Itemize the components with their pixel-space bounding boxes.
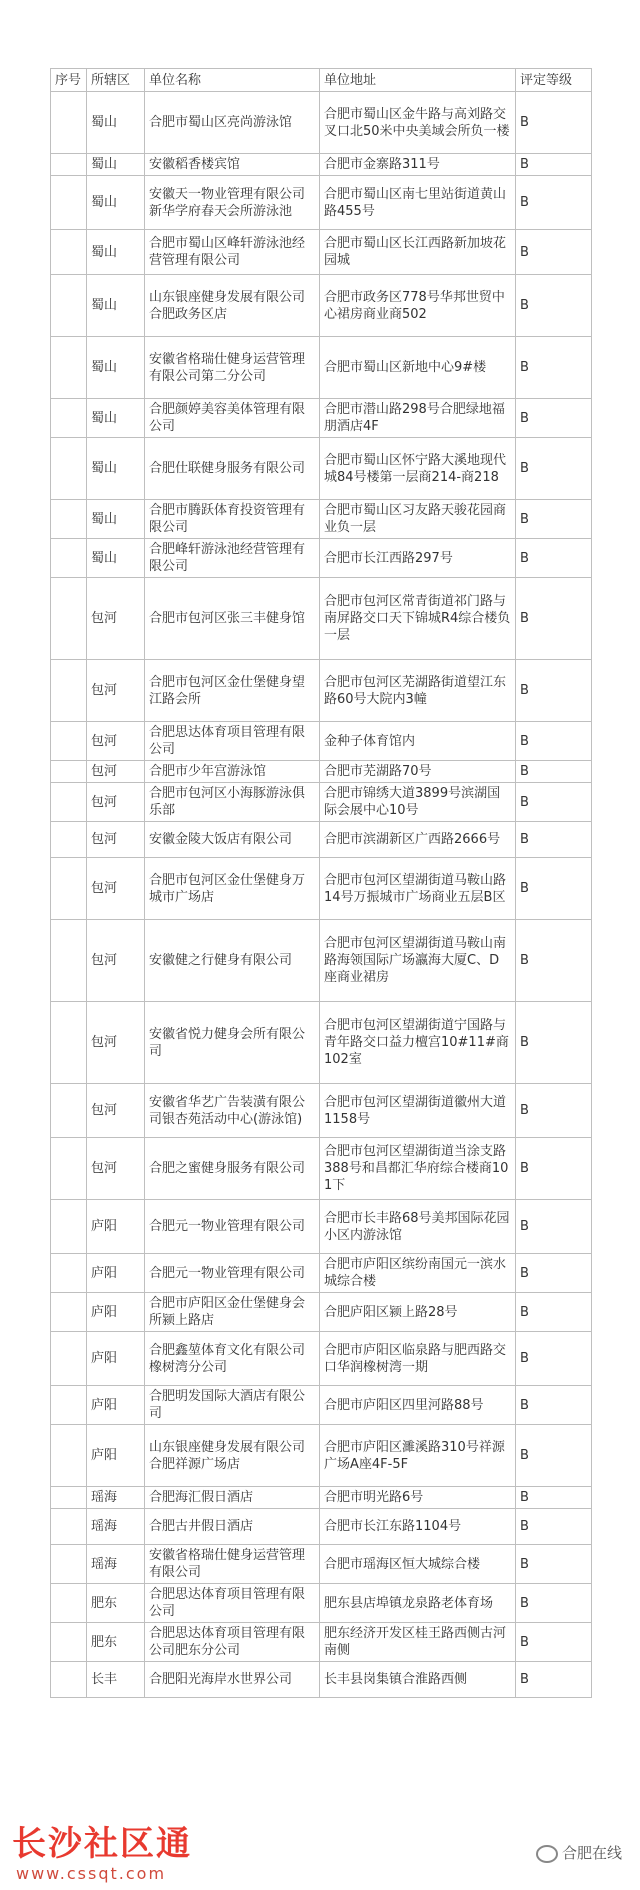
cell-unit-address: 长丰县岗集镇合淮路西侧 [320,1662,516,1698]
cell-unit-address: 合肥市庐阳区四里河路88号 [320,1386,516,1425]
cell-rating: B [516,1425,592,1487]
table-row [51,539,592,578]
table-row [51,1584,592,1623]
cell-rating: B [516,399,592,438]
cell-unit-name: 安徽省格瑞仕健身运营管理有限公司第二分公司 [145,337,320,399]
cell-unit-address: 金种子体育馆内 [320,722,516,761]
cell-unit-name: 合肥市少年宫游泳馆 [145,761,320,783]
wechat-icon [536,1845,558,1863]
cell-unit-address: 合肥市蜀山区习友路天骏花园商业负一层 [320,500,516,539]
table-row [51,1293,592,1332]
cell-index [51,1487,87,1509]
cell-index [51,858,87,920]
watermark [12,1824,192,1883]
cell-index [51,1138,87,1200]
cell-rating: B [516,500,592,539]
cell-unit-name: 合肥海汇假日酒店 [145,1487,320,1509]
rating-table [50,68,592,1698]
cell-index [51,761,87,783]
cell-district: 蜀山 [87,500,145,539]
table-row [51,154,592,176]
header-index: 序号 [51,69,87,92]
cell-index [51,399,87,438]
cell-index [51,176,87,230]
cell-unit-address: 合肥市长丰路68号美邦国际花园小区内游泳馆 [320,1200,516,1254]
cell-unit-name: 合肥市腾跃体育投资管理有限公司 [145,500,320,539]
cell-unit-name: 安徽金陵大饭店有限公司 [145,822,320,858]
cell-unit-name: 合肥之蜜健身服务有限公司 [145,1138,320,1200]
cell-unit-name: 合肥市包河区金仕堡健身望江路会所 [145,660,320,722]
table-row [51,1425,592,1487]
cell-rating: B [516,1138,592,1200]
cell-rating: B [516,230,592,275]
cell-rating: B [516,722,592,761]
cell-index [51,539,87,578]
cell-district: 包河 [87,578,145,660]
cell-unit-address: 合肥市长江西路297号 [320,539,516,578]
cell-unit-address: 合肥市芜湖路70号 [320,761,516,783]
table-header-row [51,69,592,92]
cell-unit-address: 合肥庐阳区颍上路28号 [320,1293,516,1332]
cell-district: 蜀山 [87,275,145,337]
table-row [51,660,592,722]
cell-unit-address: 合肥市包河区芜湖路街道望江东路60号大院内3幢 [320,660,516,722]
watermark-title: 长沙社区通 [12,1824,192,1864]
cell-unit-address: 合肥市蜀山区金牛路与高刘路交叉口北50米中央美域会所负一楼 [320,92,516,154]
cell-district: 蜀山 [87,92,145,154]
cell-unit-name: 合肥市包河区小海豚游泳俱乐部 [145,783,320,822]
cell-index [51,578,87,660]
cell-rating: B [516,1254,592,1293]
cell-unit-address: 肥东经济开发区桂王路西侧古河南侧 [320,1623,516,1662]
cell-district: 瑶海 [87,1509,145,1545]
cell-district: 包河 [87,822,145,858]
table-row [51,822,592,858]
cell-rating: B [516,1545,592,1584]
cell-unit-name: 山东银座健身发展有限公司合肥政务区店 [145,275,320,337]
cell-rating: B [516,1084,592,1138]
cell-unit-address: 合肥市锦绣大道3899号滨湖国际会展中心10号 [320,783,516,822]
cell-district: 肥东 [87,1623,145,1662]
cell-index [51,783,87,822]
cell-unit-name: 合肥颜婷美容美体管理有限公司 [145,399,320,438]
cell-unit-address: 合肥市庐阳区缤纷南国元一滨水城综合楼 [320,1254,516,1293]
cell-index [51,1584,87,1623]
table-row [51,783,592,822]
cell-rating: B [516,920,592,1002]
cell-unit-address: 合肥市瑶海区恒大城综合楼 [320,1545,516,1584]
cell-district: 包河 [87,1138,145,1200]
cell-unit-name: 合肥市蜀山区峰轩游泳池经营管理有限公司 [145,230,320,275]
cell-unit-name: 合肥市蜀山区亮尚游泳馆 [145,92,320,154]
table-row [51,500,592,539]
cell-rating: B [516,783,592,822]
cell-unit-name: 合肥思达体育项目管理有限公司 [145,1584,320,1623]
cell-rating: B [516,660,592,722]
cell-district: 包河 [87,660,145,722]
cell-unit-name: 合肥阳光海岸水世界公司 [145,1662,320,1698]
table-row [51,722,592,761]
table-row [51,438,592,500]
cell-district: 蜀山 [87,438,145,500]
cell-district: 长丰 [87,1662,145,1698]
cell-unit-name: 安徽省悦力健身会所有限公司 [145,1002,320,1084]
table-body [51,92,592,1698]
cell-rating: B [516,1662,592,1698]
cell-index [51,920,87,1002]
table-row [51,920,592,1002]
cell-unit-name: 安徽健之行健身有限公司 [145,920,320,1002]
cell-district: 瑶海 [87,1545,145,1584]
cell-unit-address: 合肥市滨湖新区广西路2666号 [320,822,516,858]
table-row [51,578,592,660]
cell-index [51,1200,87,1254]
cell-unit-name: 安徽稻香楼宾馆 [145,154,320,176]
cell-unit-address: 合肥市包河区望湖街道宁国路与青年路交口益力檀宫10#11#商102室 [320,1002,516,1084]
cell-rating: B [516,438,592,500]
cell-index [51,1254,87,1293]
cell-unit-name: 山东银座健身发展有限公司合肥祥源广场店 [145,1425,320,1487]
watermark-url: www.cssqt.com [16,1864,167,1883]
cell-unit-address: 合肥市包河区望湖街道马鞍山南路海领国际广场瀛海大厦C、D座商业裙房 [320,920,516,1002]
cell-unit-name: 合肥元一物业管理有限公司 [145,1200,320,1254]
cell-unit-address: 合肥市明光路6号 [320,1487,516,1509]
table-row [51,337,592,399]
cell-rating: B [516,761,592,783]
table-row [51,858,592,920]
cell-district: 蜀山 [87,154,145,176]
table-row [51,1002,592,1084]
cell-index [51,92,87,154]
table-row [51,1623,592,1662]
cell-rating: B [516,1386,592,1425]
cell-district: 蜀山 [87,230,145,275]
cell-rating: B [516,1293,592,1332]
cell-rating: B [516,275,592,337]
cell-unit-name: 安徽省华艺广告装潢有限公司银杏苑活动中心(游泳馆) [145,1084,320,1138]
cell-district: 包河 [87,761,145,783]
cell-unit-address: 合肥市包河区常青街道祁门路与南屏路交口天下锦城R4综合楼负一层 [320,578,516,660]
cell-rating: B [516,539,592,578]
header-unit-name: 单位名称 [145,69,320,92]
header-unit-address: 单位地址 [320,69,516,92]
cell-index [51,154,87,176]
cell-district: 蜀山 [87,539,145,578]
cell-unit-name: 合肥古井假日酒店 [145,1509,320,1545]
cell-district: 蜀山 [87,176,145,230]
cell-unit-name: 安徽省格瑞仕健身运营管理有限公司 [145,1545,320,1584]
cell-unit-name: 合肥明发国际大酒店有限公司 [145,1386,320,1425]
cell-unit-name: 安徽天一物业管理有限公司新华学府春天会所游泳池 [145,176,320,230]
cell-unit-name: 合肥市包河区张三丰健身馆 [145,578,320,660]
cell-unit-name: 合肥元一物业管理有限公司 [145,1254,320,1293]
wechat-account-name: 合肥在线 [561,1844,622,1862]
cell-index [51,337,87,399]
cell-index [51,438,87,500]
cell-district: 庐阳 [87,1200,145,1254]
cell-rating: B [516,337,592,399]
cell-rating: B [516,176,592,230]
cell-rating: B [516,822,592,858]
cell-unit-address: 合肥市潜山路298号合肥绿地福朋酒店4F [320,399,516,438]
cell-rating: B [516,1332,592,1386]
cell-index [51,1662,87,1698]
cell-rating: B [516,858,592,920]
table-row [51,1487,592,1509]
cell-rating: B [516,1002,592,1084]
cell-index [51,722,87,761]
cell-district: 肥东 [87,1584,145,1623]
cell-rating: B [516,92,592,154]
cell-rating: B [516,1623,592,1662]
cell-unit-address: 合肥市蜀山区南七里站街道黄山路455号 [320,176,516,230]
cell-index [51,275,87,337]
cell-district: 庐阳 [87,1254,145,1293]
cell-index [51,1425,87,1487]
cell-district: 包河 [87,1084,145,1138]
cell-index [51,660,87,722]
cell-district: 瑶海 [87,1487,145,1509]
cell-district: 庐阳 [87,1293,145,1332]
cell-unit-address: 合肥市包河区望湖街道马鞍山路14号万振城市广场商业五层B区 [320,858,516,920]
cell-rating: B [516,1509,592,1545]
cell-index [51,1084,87,1138]
table-row [51,1200,592,1254]
cell-unit-address: 合肥市长江东路1104号 [320,1509,516,1545]
cell-district: 包河 [87,722,145,761]
cell-unit-address: 合肥市政务区778号华邦世贸中心裙房商业商502 [320,275,516,337]
cell-unit-name: 合肥峰轩游泳池经营管理有限公司 [145,539,320,578]
cell-index [51,1293,87,1332]
cell-district: 蜀山 [87,337,145,399]
table-row [51,1662,592,1698]
cell-index [51,1002,87,1084]
cell-district: 包河 [87,858,145,920]
cell-district: 包河 [87,783,145,822]
table-row [51,275,592,337]
header-rating: 评定等级 [516,69,592,92]
cell-district: 庐阳 [87,1386,145,1425]
cell-unit-name: 合肥市包河区金仕堡健身万城市广场店 [145,858,320,920]
cell-district: 庐阳 [87,1332,145,1386]
cell-index [51,1545,87,1584]
header-district: 所辖区 [87,69,145,92]
cell-index [51,230,87,275]
table-row [51,1545,592,1584]
table-row [51,92,592,154]
cell-unit-name: 合肥思达体育项目管理有限公司肥东分公司 [145,1623,320,1662]
cell-rating: B [516,1200,592,1254]
table-row [51,176,592,230]
cell-unit-address: 合肥市金寨路311号 [320,154,516,176]
cell-unit-name: 合肥鑫堃体育文化有限公司橡树湾分公司 [145,1332,320,1386]
cell-unit-address: 合肥市庐阳区濉溪路310号祥源广场A座4F-5F [320,1425,516,1487]
table-row [51,1509,592,1545]
table-row [51,1332,592,1386]
cell-district: 蜀山 [87,399,145,438]
cell-unit-name: 合肥市庐阳区金仕堡健身会所颍上路店 [145,1293,320,1332]
table-row [51,230,592,275]
table-row [51,1254,592,1293]
cell-unit-address: 合肥市庐阳区临泉路与肥西路交口华润橡树湾一期 [320,1332,516,1386]
table-row [51,1084,592,1138]
cell-index [51,822,87,858]
table-row [51,399,592,438]
cell-rating: B [516,1584,592,1623]
cell-index [51,500,87,539]
cell-unit-address: 肥东县店埠镇龙泉路老体育场 [320,1584,516,1623]
cell-district: 庐阳 [87,1425,145,1487]
cell-unit-address: 合肥市蜀山区怀宁路大溪地现代城84号楼第一层商214-商218 [320,438,516,500]
cell-district: 包河 [87,920,145,1002]
cell-rating: B [516,154,592,176]
cell-unit-name: 合肥思达体育项目管理有限公司 [145,722,320,761]
cell-unit-address: 合肥市蜀山区新地中心9#楼 [320,337,516,399]
table-row [51,1138,592,1200]
cell-unit-address: 合肥市蜀山区长江西路新加坡花园城 [320,230,516,275]
table-row [51,1386,592,1425]
cell-unit-address: 合肥市包河区望湖街道当涂支路388号和昌都汇华府综合楼商101下 [320,1138,516,1200]
cell-unit-name: 合肥仕联健身服务有限公司 [145,438,320,500]
cell-index [51,1386,87,1425]
cell-index [51,1509,87,1545]
cell-index [51,1332,87,1386]
wechat-account [536,1842,622,1863]
cell-unit-address: 合肥市包河区望湖街道徽州大道1158号 [320,1084,516,1138]
cell-rating: B [516,1487,592,1509]
cell-index [51,1623,87,1662]
cell-rating: B [516,578,592,660]
table-row [51,761,592,783]
cell-district: 包河 [87,1002,145,1084]
